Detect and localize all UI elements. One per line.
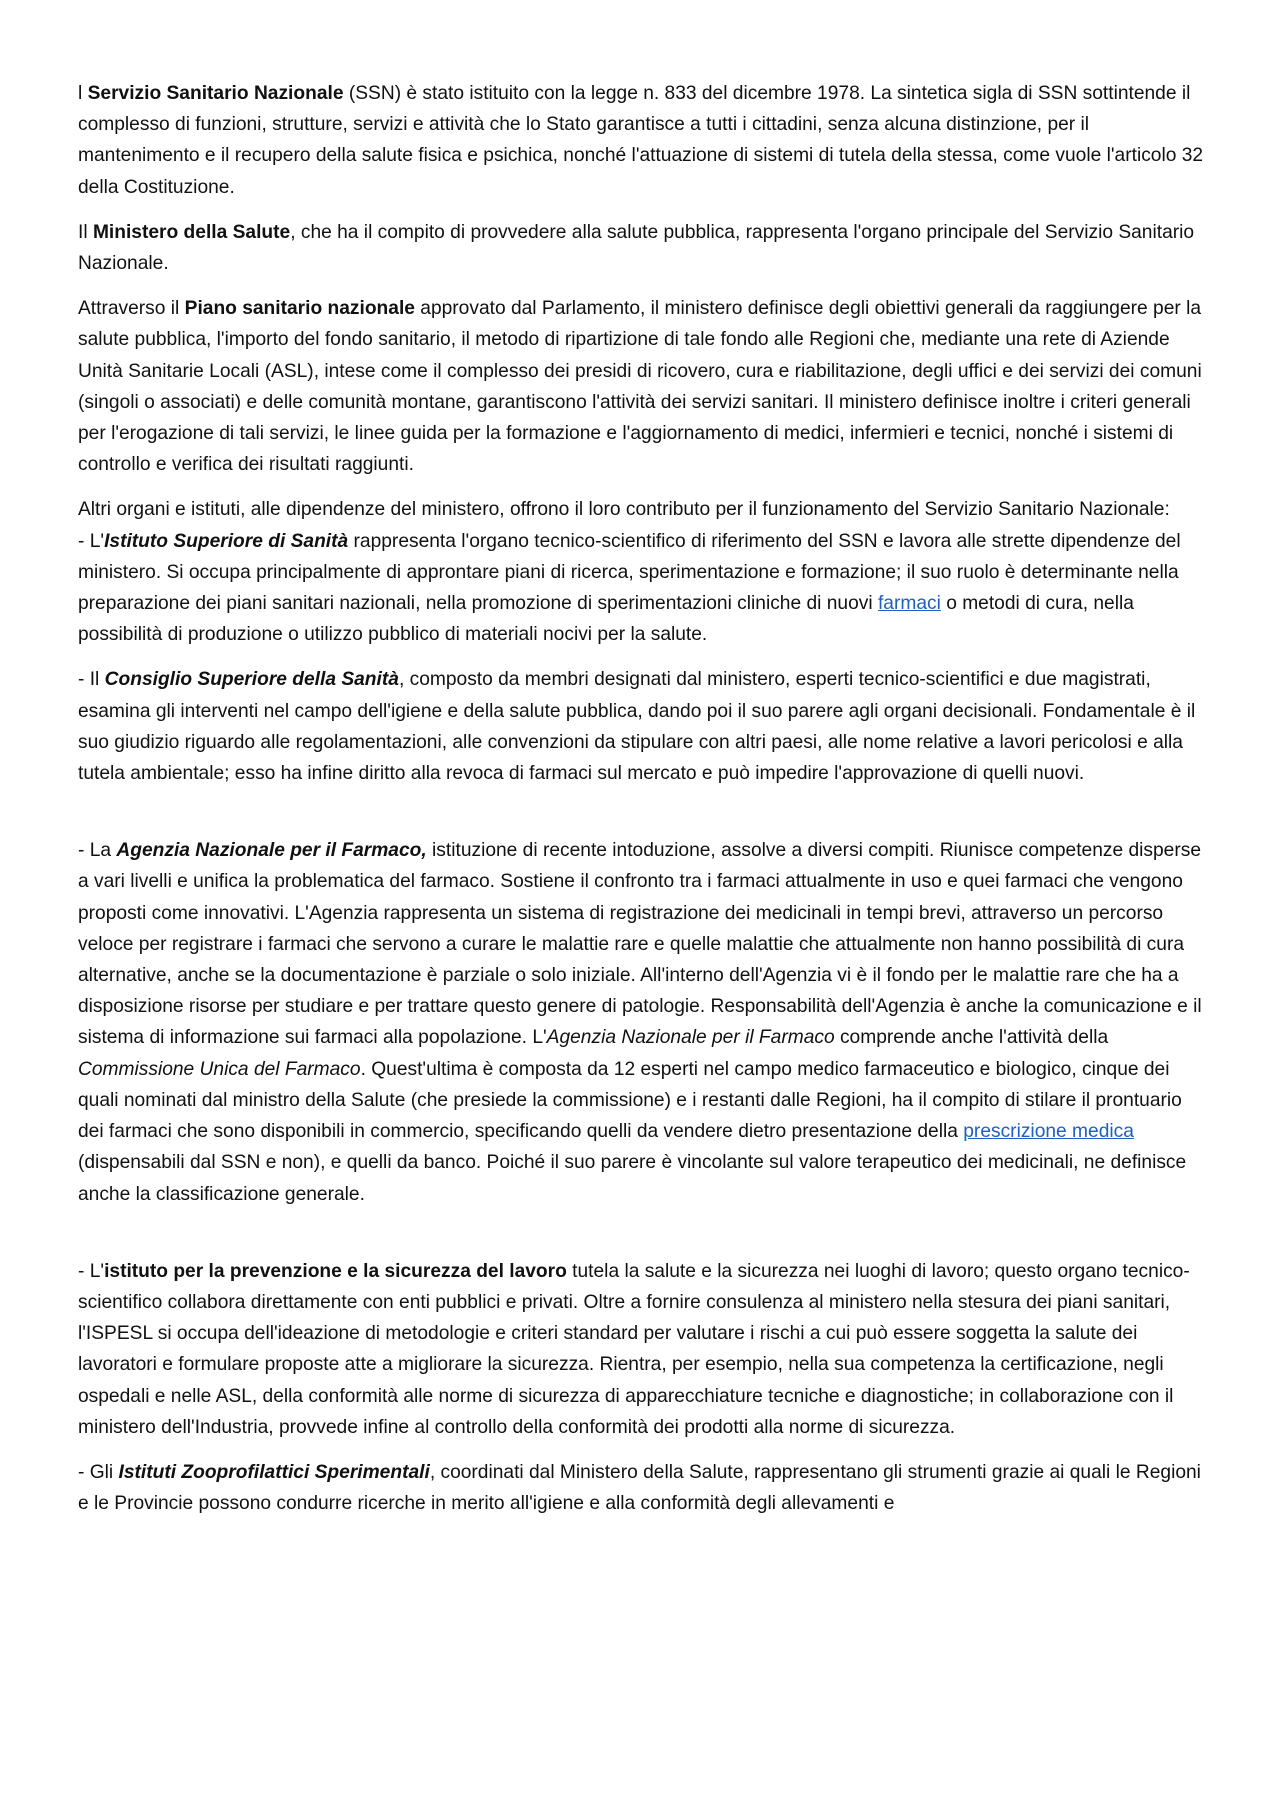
text: Attraverso il <box>78 298 185 320</box>
italic-term: Agenzia Nazionale per il Farmaco <box>546 1027 835 1049</box>
text: , che ha il compito di provvedere alla salute pubblica, rappresenta l'organo principale del Servizio Sanitario Nazionale. <box>78 221 1195 275</box>
prescrizione-medica-link[interactable]: prescrizione medica <box>963 1121 1134 1143</box>
text: approvato dal Parlamento, il ministero definisce degli obiettivi generali da raggiungere per la salute pubblica, l'importo del fondo sanitario, il metodo di ripartizione di tale fondo alle Regioni che, mediante una rete di Aziende Unità Sanitarie Locali (ASL), intese come il complesso dei presidi di ricovero, cura e riabilitazione, degli uffici e dei servizi dei comuni (singoli o associati) e delle comunità montane, garantiscono l'attività dei servizi sanitari. Il ministero definisce inoltre i criteri generali per l'erogazione di tali servizi, le linee guida per la formazione e l'aggiornamento di medici, infermieri e tecnici, nonché i sistemi di controllo e verifica dei risultati raggiunti. <box>78 298 1202 476</box>
paragraph-istituto-superiore <box>78 494 1205 650</box>
text: tutela la salute e la sicurezza nei luoghi di lavoro; questo organo tecnico-scientifico collabora direttamente con enti pubblici e privati. Oltre a fornire consulenza al ministero nella stesura dei piani sanitari, l'ISPESL si occupa dell'ideazione di metodologie e criteri standard per valutare i rischi a cui può essere soggetta la salute dei lavoratori e formulare proposte atte a migliorare la sicurezza. Rientra, per esempio, nella sua competenza la certificazione, negli ospedali e nelle ASL, della conformità alle norme di sicurezza di apparecchiature tecniche e diagnostiche; in collaborazione con il ministero dell'Industria, provvede infine al controllo della conformità dei prodotti alla norme di sicurezza. <box>78 1260 1190 1438</box>
text: - La <box>78 840 117 862</box>
paragraph-ispesl <box>78 1256 1205 1443</box>
text: (dispensabili dal SSN e non), e quelli da banco. Poiché il suo parere è vincolante sul valore terapeutico dei medicinali, ne definisce anche la classificazione generale. <box>78 1152 1187 1205</box>
paragraph-piano-sanitario <box>78 293 1205 480</box>
farmaci-link[interactable]: farmaci <box>877 593 941 615</box>
text: l <box>78 83 88 104</box>
text: - L' <box>78 1260 105 1282</box>
text: istituzione di recente intoduzione, assolve a diversi compiti. Riunisce competenze disperse a vari livelli e unifica la problematica del farmaco. Sostiene il confronto tra i farmaci attualmente in uso e quei farmaci che vengono proposti come innovativi. L'Agenzia rappresenta un sistema di registrazione dei medicinali in tempi brevi, attraverso un percorso veloce per registrare i farmaci che servono a curare le malattie rare e quelle malattie che attualmente non hanno possibilità di cura alternative, anche se la documentazione è parziale o solo iniziale. All'interno dell'Agenzia vi è il fondo per le malattie rare che ha a disposizione risorse per studiare e per trattare questo genere di patologie. Responsabilità dell'Agenzia è anche la comunicazione e il sistema di informazione sui farmaci alla popolazione. L' <box>78 840 1202 1049</box>
bold-italic-term: Consiglio Superiore della Sanità <box>104 669 399 691</box>
paragraph-agenzia-farmaco <box>78 835 1205 1209</box>
paragraph-ssn <box>78 78 1205 203</box>
bold-term: Piano sanitario nazionale <box>184 298 415 320</box>
text: - L' <box>78 530 105 552</box>
italic-term: Commissione Unica del Farmaco <box>78 1058 361 1080</box>
text: comprende anche l'attività della <box>834 1027 1109 1049</box>
text: - Il <box>78 669 105 691</box>
bold-italic-term: Istituto Superiore di Sanità <box>104 530 349 552</box>
text: - Gli <box>78 1461 119 1483</box>
paragraph-zooprofilattici <box>78 1457 1205 1519</box>
text: rappresenta l'organo tecnico-scientifico di riferimento del SSN e lavora alle strette dipendenze del ministero. Si occupa principalmente di approntare piani di ricerca, sperimentazione e formazione; il suo ruolo è determinante nella preparazione dei piani sanitari nazionali, nella promozione di sperimentazioni cliniche di nuovi <box>78 530 1181 615</box>
bold-italic-term: Agenzia Nazionale per il Farmaco, <box>116 840 427 862</box>
paragraph-ministero <box>78 217 1205 279</box>
text: o metodi di cura, nella possibilità di produzione o utilizzo pubblico di materiali nocivi per la salute. <box>78 593 1134 646</box>
bold-italic-term: Istituti Zooprofilattici Sperimentali <box>118 1461 430 1483</box>
bold-term: istituto per la prevenzione e la sicurezza del lavoro <box>104 1260 567 1282</box>
text: , composto da membri designati dal ministero, esperti tecnico-scientifici e due magistrati, esamina gli interventi nel campo dell'igiene e della salute pubblica, dando poi il suo parere agli organi decisionali. Fondamentale è il suo giudizio riguardo alle regolamentazioni, alle convenzioni da stipulare con altri paesi, alle nome relative a lavori pericolosi e alla tutela ambientale; esso ha infine diritto alla revoca di farmaci sul mercato e può impedire l'approvazione di quelli nuovi. <box>78 669 1196 785</box>
text: , coordinati dal Ministero della Salute, rappresentano gli strumenti grazie ai quali le Regioni e le Provincie possono condurre ricerche in merito all'igiene e alla conformità degli allevamenti e <box>78 1461 1201 1515</box>
bold-term: Ministero della Salute <box>92 221 291 243</box>
bold-term: Servizio Sanitario Nazionale <box>87 83 344 104</box>
text: (SSN) è stato istituito con la legge n. 833 del dicembre 1978. La sintetica sigla di SSN sottintende il complesso di funzioni, strutture, servizi e attività che lo Stato garantisce a tutti i cittadini, senza alcuna distinzione, per il mantenimento e il recupero della salute fisica e psichica, nonché l'attuazione di sistemi di tutela della stessa, come vuole l'articolo 32 della Costituzione. <box>78 83 1204 198</box>
paragraph-consiglio-superiore <box>78 664 1205 789</box>
intro-text: Altri organi e istituti, alle dipendenze del ministero, offrono il loro contributo per il funzionamento del Servizio Sanitario Nazionale: <box>78 499 1170 521</box>
text: Il <box>78 221 93 243</box>
text: . Quest'ultima è composta da 12 esperti nel campo medico farmaceutico e biologico, cinque dei quali nominati dal ministro della Salute (che presiede la commissione) e i restanti dalle Regioni, ha il compito di stilare il prontuario dei farmaci che sono disponibili in commercio, specificando quelli da vendere dietro presentazione della <box>78 1058 1182 1143</box>
